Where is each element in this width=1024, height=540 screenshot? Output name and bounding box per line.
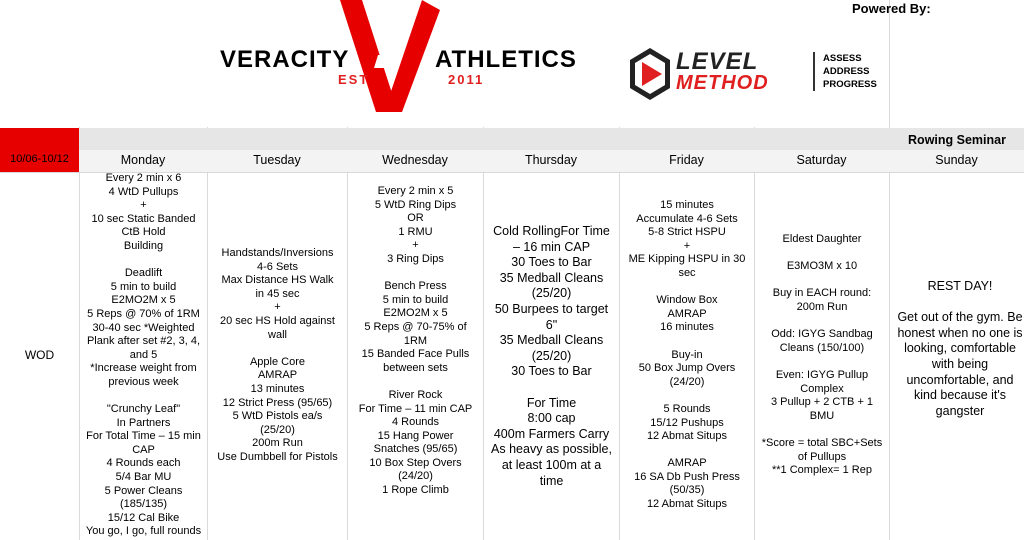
wod-cell-saturday[interactable]: Eldest Daughter E3MO3M x 10 Buy in EACH round: 200m Run Odd: IGYG Sandbag Cleans (150/100) Even: IGYG Pullup Complex 3 Pullup + 2 CTB + 1 BMU *Score = total SBC+Sets of Pullups **1 Complex= 1 Rep: [761, 233, 883, 477]
brand-left-word: VERACITY: [220, 46, 350, 73]
day-thursday[interactable]: Thursday: [524, 153, 578, 167]
date-range-cell[interactable]: [0, 128, 79, 172]
tagline-item: PROGRESS: [823, 79, 877, 90]
wod-cell-wednesday[interactable]: Every 2 min x 5 5 WtD Ring Dips OR 1 RMU + 3 Ring Dips Bench Press 5 min to build E2MO2M x 5 5 Reps @ 70-75% of 1RM 15 Banded Face Pulls between sets River Rock For Time – 11 min CAP 4 Rounds 15 Hang Power Snatches (95/65) 10 Box Step Overs (24/20) 1 Rope Climb: [358, 185, 473, 497]
tagline: [813, 52, 877, 91]
brand-est: EST: [338, 72, 370, 87]
day-sunday[interactable]: Sunday: [935, 153, 978, 167]
hexagon-play-icon: [628, 46, 672, 102]
level-word: LEVEL: [676, 48, 759, 75]
sunday-event-header: Rowing Seminar: [908, 133, 1006, 147]
powered-by-label: Powered By:: [852, 1, 931, 16]
wod-cell-sunday[interactable]: REST DAY! Get out of the gym. Be honest when no one is looking, comfortable with being uncomfortable, and kind because it's gangster: [897, 279, 1023, 418]
date-range: 10/06-10/12: [10, 153, 69, 165]
tagline-item: ASSESS: [823, 53, 862, 64]
header-band: [0, 128, 1024, 150]
day-monday[interactable]: Monday: [120, 153, 166, 167]
day-saturday[interactable]: Saturday: [796, 153, 847, 167]
tagline-item: ADDRESS: [823, 66, 870, 77]
day-wednesday[interactable]: Wednesday: [382, 153, 448, 167]
wod-cell-monday[interactable]: Every 2 min x 6 4 WtD Pullups + 10 sec Static Banded CtB Hold Building Deadlift 5 min to build E2MO2M x 5 5 Reps @ 70% of 1RM 30-40 sec *Weighted Plank after set #2, 3, 4, and 5 *Increase weight from previous week "Crunchy Leaf" In Partners For Total Time – 15 min CAP 4 Rounds each 5/4 Bar MU 5 Power Cleans (185/135) 15/12 Cal Bike You go, I go, full rounds: [85, 172, 202, 538]
day-friday[interactable]: Friday: [669, 153, 704, 167]
wod-cell-friday[interactable]: 15 minutes Accumulate 4-6 Sets 5-8 Strict HSPU + ME Kipping HSPU in 30 sec Window Box AMRAP 16 minutes Buy-in 50 Box Jump Overs (24/20) 5 Rounds 15/12 Pushups 12 Abmat Situps AMRAP 16 SA Db Push Press (50/35) 12 Abmat Situps: [628, 199, 746, 511]
grid-line: [889, 0, 890, 540]
veracity-logo: [210, 0, 595, 125]
day-tuesday[interactable]: Tuesday: [253, 153, 301, 167]
brand-right-word: ATHLETICS: [435, 46, 577, 73]
wod-cell-tuesday[interactable]: Handstands/Inversions 4-6 Sets Max Distance HS Walk in 45 sec + 20 sec HS Hold against wall Apple Core AMRAP 13 minutes 12 Strict Press (95/65) 5 WtD Pistols ea/s (25/20) 200m Run Use Dumbbell for Pistols: [217, 247, 338, 463]
method-word: METHOD: [676, 72, 769, 94]
vx-logo-icon: [340, 0, 440, 112]
wod-cell-thursday[interactable]: Cold RollingFor Time – 16 min CAP 30 Toes to Bar 35 Medball Cleans (25/20) 50 Burpees to target 6" 35 Medball Cleans (25/20) 30 Toes to Bar For Time 8:00 cap 400m Farmers Carry As heavy as possible, at least 100m at a time: [491, 224, 612, 488]
row-label-wod: WOD: [24, 348, 55, 362]
level-method-logo: [628, 46, 888, 106]
brand-year: 2011: [448, 72, 485, 87]
